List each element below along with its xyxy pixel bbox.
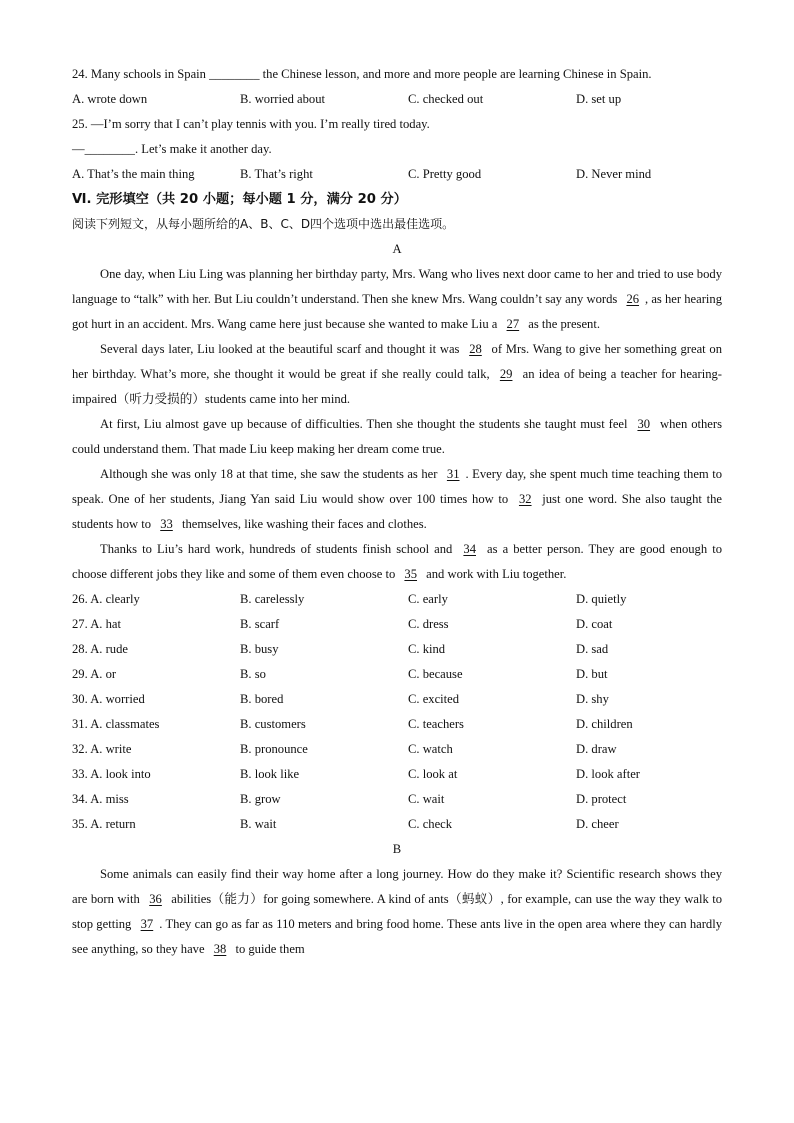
q31-option-b: B. customers: [240, 717, 306, 731]
q26-option-b: B. carelessly: [240, 592, 305, 606]
blank-37: 37: [140, 917, 154, 931]
q35-option-a: 35. A. return: [72, 817, 136, 831]
q25-reply: —________. Let’s make it another day.: [72, 142, 272, 156]
q29-option-b: B. so: [240, 667, 266, 681]
q34-options: [72, 787, 722, 812]
q25-option-b: B. That’s right: [240, 167, 313, 181]
q28-option-c: C. kind: [408, 642, 446, 656]
passage-a-paragraph-2: Several days later, Liu looked at the beautiful scarf and thought it was 28 of Mrs. Wang to give her something great on her birthday. What’s more, she thought it would be great if she really could talk, 29 an idea of being a teacher for hearing-impaired（听力受损的）students came into her mind.: [72, 342, 722, 406]
section-title: Ⅵ. 完形填空（共 20 小题；每小题 1 分，满分 20 分）: [72, 192, 407, 207]
q34-option-b: B. grow: [240, 792, 281, 806]
blank-33: 33: [160, 517, 173, 531]
q29-option-a: 29. A. or: [72, 667, 117, 681]
q25-option-c: C. Pretty good: [408, 167, 482, 181]
q30-option-c: C. excited: [408, 692, 460, 706]
q27-option-a: 27. A. hat: [72, 617, 121, 631]
blank-31: 31: [446, 467, 460, 481]
q31-option-c: C. teachers: [408, 717, 464, 731]
passage-a-paragraph-4: Although she was only 18 at that time, she saw the students as her 31 . Every day, she spent much time teaching them to speak. One of her students, Jiang Yan said Liu would show over 100 times how to 32 just one word. She also taught the students how to 33 themselves, like washing their faces and clothes.: [72, 467, 722, 531]
blank-30: 30: [637, 417, 651, 431]
q32-option-b: B. pronounce: [240, 742, 308, 756]
q34-option-d: D. protect: [576, 792, 627, 806]
passage-b-paragraph-1: Some animals can easily find their way home after a long journey. How do they make it? Scientific research shows they are born with 36 abilities（能力）for going somewhere. A kind of ants（蚂蚁）, for example, can use the way they walk to stop getting 37 . They can go as far as 110 meters and bring food home. These ants live in the open area where they can hardly see anything, so they have 38 to guide them: [72, 867, 723, 956]
q26-option-c: C. early: [408, 592, 448, 606]
blank-36: 36: [149, 892, 162, 906]
q35-option-c: C. check: [408, 817, 453, 831]
q25-stem: 25. —I’m sorry that I can’t play tennis with you. I’m really tired today.: [72, 117, 430, 131]
q32-options: [72, 737, 722, 762]
q26-option-d: D. quietly: [576, 592, 627, 606]
q33-option-c: C. look at: [408, 767, 458, 781]
q25-option-a: A. That’s the main thing: [72, 167, 195, 181]
q30-option-b: B. bored: [240, 692, 284, 706]
blank-28: 28: [469, 342, 482, 356]
blank-38: 38: [213, 942, 227, 956]
q33-option-d: D. look after: [576, 767, 640, 781]
q29-option-c: C. because: [408, 667, 463, 681]
q28-option-b: B. busy: [240, 642, 279, 656]
blank-27: 27: [506, 317, 520, 331]
q27-options: [72, 612, 722, 637]
blank-34: 34: [463, 542, 476, 556]
passage-a-paragraph-5: Thanks to Liu’s hard work, hundreds of students finish school and 34 as a better person. They are good enough to choose different jobs they like and some of them even choose to 35 and work with Liu together.: [72, 542, 722, 581]
q31-options: [72, 712, 722, 737]
q30-option-a: 30. A. worried: [72, 692, 145, 706]
section-instruction: 阅读下列短文，从每小题所给的A、B、C、D四个选项中选出最佳选项。: [72, 217, 455, 231]
blank-29: 29: [499, 367, 513, 381]
q31-option-d: D. children: [576, 717, 633, 731]
passage-a-label: A: [392, 242, 402, 256]
q31-option-a: 31. A. classmates: [72, 717, 160, 731]
q24-options: [72, 87, 722, 112]
q27-option-b: B. scarf: [240, 617, 280, 631]
passage-a-paragraph-3: At first, Liu almost gave up because of difficulties. Then she thought the students she taught must feel 30 when others could understand them. That made Liu keep making her dream come true.: [72, 417, 722, 456]
q28-option-a: 28. A. rude: [72, 642, 128, 656]
q28-option-d: D. sad: [576, 642, 609, 656]
blank-32: 32: [518, 492, 532, 506]
q25-option-d: D. Never mind: [576, 167, 652, 181]
exam-page: [72, 62, 722, 962]
q26-option-a: 26. A. clearly: [72, 592, 140, 606]
passage-b-label: B: [392, 842, 402, 856]
q34-option-a: 34. A. miss: [72, 792, 129, 806]
q35-options: [72, 812, 722, 837]
passage-a-paragraph-1: One day, when Liu Ling was planning her birthday party, Mrs. Wang who lives next door came to her and tried to use body language to “talk” with her. But Liu couldn’t understand. Then she knew Mrs. Wang couldn’t say any words 26 , as her hearing got hurt in an accident. Mrs. Wang came here just because she wanted to make Liu a 27 as the present.: [72, 267, 722, 331]
q33-option-b: B. look like: [240, 767, 300, 781]
q33-options: [72, 762, 722, 787]
q32-option-a: 32. A. write: [72, 742, 132, 756]
blank-26: 26: [626, 292, 640, 306]
q29-options: [72, 662, 722, 687]
q32-option-d: D. draw: [576, 742, 617, 756]
q24-option-c: C. checked out: [408, 92, 484, 106]
q24-option-b: B. worried about: [240, 92, 325, 106]
q34-option-c: C. wait: [408, 792, 445, 806]
q25-options: [72, 162, 722, 187]
q35-option-d: D. cheer: [576, 817, 619, 831]
q24-option-a: A. wrote down: [72, 92, 148, 106]
blank-35: 35: [404, 567, 418, 581]
q27-option-d: D. coat: [576, 617, 613, 631]
q27-option-c: C. dress: [408, 617, 449, 631]
q30-options: [72, 687, 722, 712]
q32-option-c: C. watch: [408, 742, 453, 756]
q30-option-d: D. shy: [576, 692, 609, 706]
q24-option-d: D. set up: [576, 92, 622, 106]
q29-option-d: D. but: [576, 667, 608, 681]
q35-option-b: B. wait: [240, 817, 277, 831]
q26-options: [72, 587, 722, 612]
q24-stem: 24. Many schools in Spain ________ the Chinese lesson, and more and more people are learning Chinese in Spain.: [72, 67, 652, 81]
q28-options: [72, 637, 722, 662]
q33-option-a: 33. A. look into: [72, 767, 151, 781]
